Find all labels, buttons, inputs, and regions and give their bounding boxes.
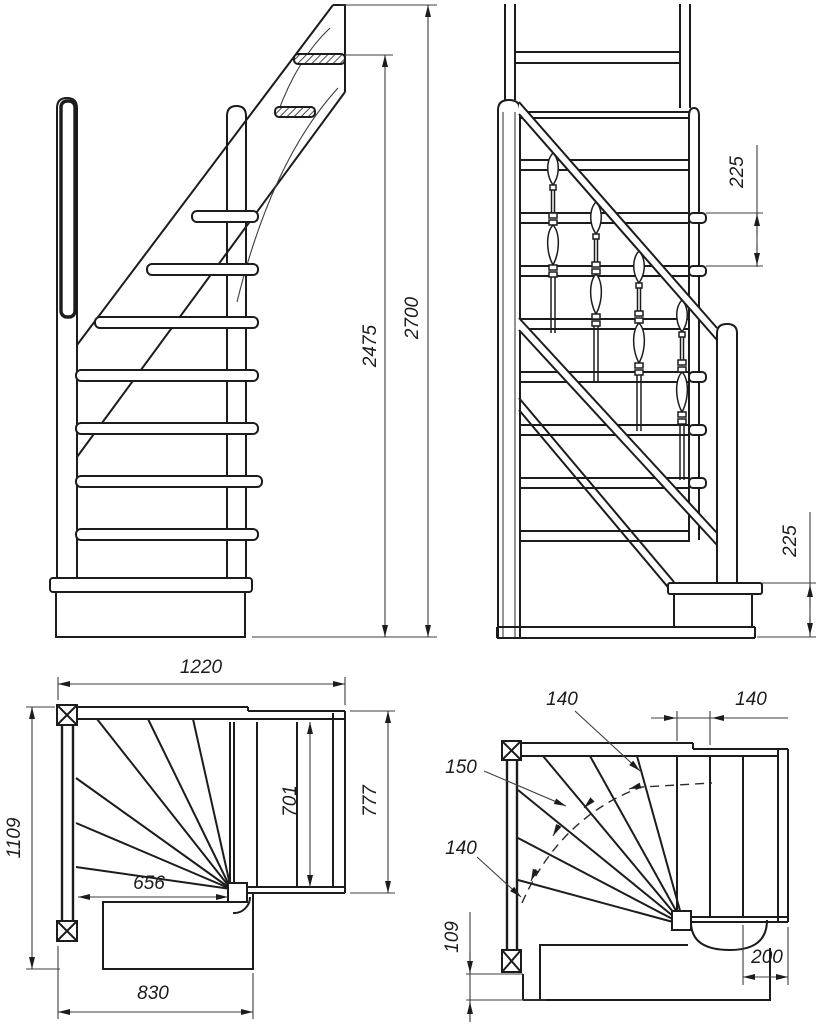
base-step-front <box>497 583 762 638</box>
base-step-side <box>50 578 252 637</box>
walking-line <box>522 783 712 903</box>
dim-base-225: 225 <box>780 525 802 557</box>
stringer <box>77 5 345 457</box>
plan-treads-view <box>442 689 788 1022</box>
dim-701: 701 <box>280 785 302 817</box>
left-handrail-plan <box>62 725 73 921</box>
dim-140-upper-winder: 140 <box>546 689 578 711</box>
bottom-newel-post <box>717 324 737 583</box>
plan-outline-2 <box>520 743 788 922</box>
base-platform-plan-2 <box>523 945 770 1000</box>
baluster <box>634 251 645 431</box>
left-newel-post <box>57 98 77 578</box>
left-stringer-edge <box>498 100 520 637</box>
upper-newel-post <box>689 108 699 540</box>
middle-post <box>227 106 246 578</box>
open-stringer-bands <box>519 318 717 592</box>
top-posts-and-rail <box>505 4 690 108</box>
dim-2475: 2475 <box>360 324 382 368</box>
dim-830: 830 <box>137 983 169 1005</box>
hatched-tread-section <box>275 107 315 117</box>
dim-1220: 1220 <box>179 657 223 679</box>
left-handrail-plan-2 <box>507 760 517 950</box>
dim-656: 656 <box>133 873 165 895</box>
dim-1109: 1109 <box>4 817 26 859</box>
winder-fan-2 <box>518 756 684 925</box>
front-elevation-view <box>497 4 816 638</box>
plan-overall-view <box>4 657 395 1019</box>
dim-2700: 2700 <box>402 296 424 340</box>
straight-flight-plan-2 <box>710 756 743 917</box>
side-dimensions <box>252 5 437 637</box>
dim-riser-225: 225 <box>727 156 749 188</box>
dim-200: 200 <box>751 947 783 969</box>
center-newel-plan <box>228 883 250 913</box>
dim-140-lower-winder: 140 <box>445 838 477 860</box>
steps-front-view <box>520 112 706 541</box>
dim-140-straight-tread: 140 <box>735 689 767 711</box>
treads-side-view <box>76 211 262 540</box>
dim-777: 777 <box>360 785 382 817</box>
baluster <box>591 202 602 382</box>
dim-150-middle-winder: 150 <box>445 757 477 779</box>
tread-dimensions <box>442 689 788 1022</box>
base-platform-plan <box>103 893 253 969</box>
side-elevation-view <box>50 5 437 637</box>
baluster <box>548 153 559 333</box>
winder-fan <box>76 719 234 889</box>
hatched-tread-section <box>294 54 345 64</box>
dim-109: 109 <box>442 921 464 953</box>
